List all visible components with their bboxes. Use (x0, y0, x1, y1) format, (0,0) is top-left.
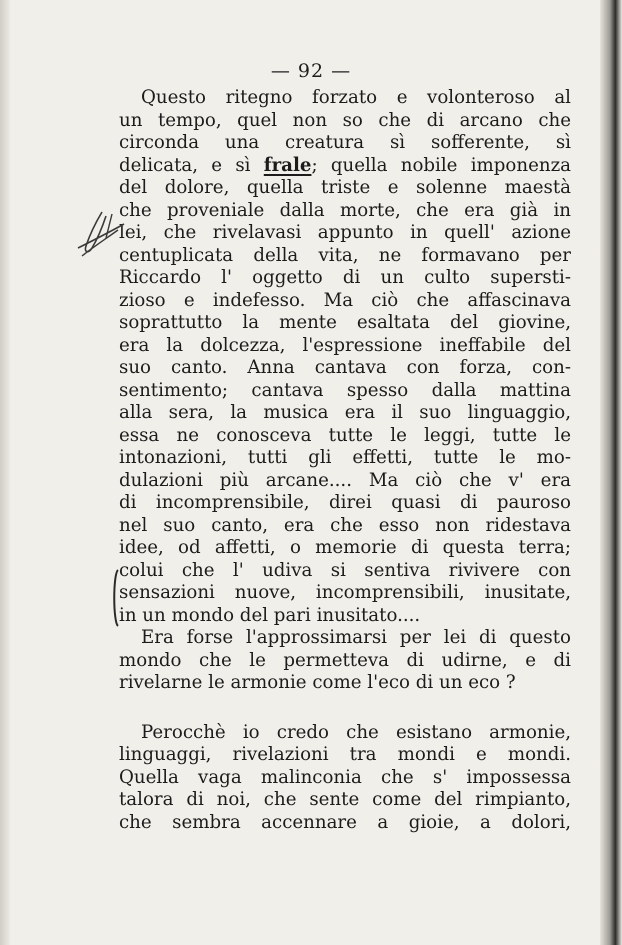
paragraph-gap (119, 695, 571, 722)
text-line: talora di noi, che sente come del rimpianto, (119, 789, 571, 810)
text-line: nel suo canto, era che esso non ridestava (119, 514, 571, 536)
text-line (119, 155, 571, 178)
page-body-text (119, 87, 571, 834)
text-line: Perocchè io credo che esistano armonie, (141, 721, 571, 743)
text-line: in un mondo del pari inusitato.... (119, 604, 421, 626)
text-line: del dolore, quella triste e solenne maestà (119, 177, 571, 198)
text-line: suo canto. Anna cantava con forza, con- (119, 357, 571, 378)
text-line: Riccardo l' oggetto di un culto supersti- (119, 267, 571, 288)
text-line: che sembra accennare a gioie, a dolori, (119, 811, 571, 833)
text-line: linguaggi, rivelazioni tra mondi e mondi. (119, 744, 571, 765)
text-line: Quella vaga malinconia che s' impossessa (119, 766, 571, 788)
text-line: Questo ritegno forzato e volonteroso al (141, 87, 571, 108)
text-line: dulazioni più arcane.... Ma ciò che v' era (119, 469, 571, 491)
text-line: circonda una creatura sì sofferente, sì (119, 132, 571, 153)
text-line: zioso e indefesso. Ma ciò che affascinava (119, 289, 571, 311)
text-line: intonazioni, tutti gli effetti, tutte le mo- (119, 447, 571, 468)
text-line: soprattutto la mente esaltata del giovine, (119, 312, 571, 333)
text-line: sensazioni nuove, incomprensibili, inusitate, (119, 582, 571, 603)
text-segment: delicata, e sì (119, 154, 264, 176)
page-left-edge (0, 0, 10, 945)
page-binding-edge (600, 0, 622, 945)
text-line: essa ne conosceva tutte le leggi, tutte le (119, 424, 571, 446)
text-line: di incomprensibile, direi quasi di pauroso (119, 492, 571, 513)
text-line: rivelarne le armonie come l'eco di un eco ? (119, 672, 516, 693)
text-line: che proveniale dalla morte, che era già in (119, 199, 571, 221)
margin-bracket-icon (110, 568, 120, 628)
pencil-annotation-icon (72, 208, 128, 262)
text-line: lei, che rivelavasi appunto in quell' azione (119, 222, 571, 243)
text-line: mondo che le permetteva di udirne, e di (119, 649, 571, 671)
text-line: centuplicata della vita, ne formavano per (119, 244, 571, 266)
text-line: colui che l' udiva si sentiva rivivere con (119, 559, 571, 581)
text-line: sentimento; cantava spesso dalla mattina (119, 379, 571, 401)
text-line: alla sera, la musica era il suo linguaggio, (119, 402, 571, 423)
text-segment: ; quella nobile imponenza (311, 154, 572, 176)
text-line: un tempo, quel non so che di arcano che (119, 109, 571, 131)
text-line: era la dolcezza, l'espressione ineffabile del (119, 334, 571, 356)
text-line: Era forse l'approssimarsi per lei di questo (141, 627, 571, 648)
underlined-word: frale (263, 154, 312, 176)
page-number: — 92 — (270, 60, 352, 82)
text-line: idee, od affetti, o memorie di questa terra; (119, 537, 571, 558)
